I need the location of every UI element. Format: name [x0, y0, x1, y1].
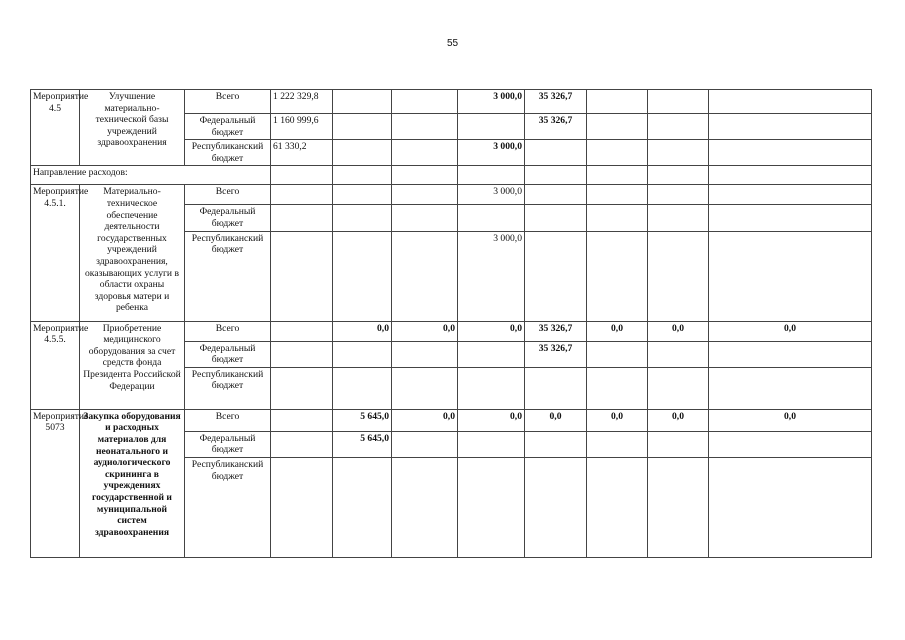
value-cell: 35 326,7 — [525, 321, 587, 341]
funding-source: Всего — [185, 321, 271, 341]
funding-source: Республиканский бюджет — [185, 231, 271, 321]
value-cell — [587, 367, 648, 409]
value-cell — [333, 205, 392, 231]
value-cell — [271, 341, 333, 367]
value-cell — [648, 341, 709, 367]
value-cell — [709, 90, 872, 114]
measure-name: Приобретение медицинского оборудования за счет средств фонда Президента Российской Федерации — [80, 321, 185, 409]
value-cell — [525, 457, 587, 557]
value-cell — [525, 185, 587, 205]
value-cell — [392, 341, 458, 367]
measure-name: Материально-техническое обеспечение деятельности государственных учреждений здравоохранения, оказывающих услуги в области охраны здоровья матери и ребенка — [80, 185, 185, 321]
value-cell — [709, 341, 872, 367]
value-cell — [333, 367, 392, 409]
value-cell — [648, 205, 709, 231]
budget-table — [30, 89, 872, 558]
value-cell — [587, 341, 648, 367]
value-cell — [648, 140, 709, 166]
value-cell: 0,0 — [392, 321, 458, 341]
value-cell — [587, 231, 648, 321]
value-cell — [271, 409, 333, 431]
value-cell: 0,0 — [709, 409, 872, 431]
value-cell — [392, 431, 458, 457]
value-cell — [648, 431, 709, 457]
value-cell — [587, 205, 648, 231]
value-cell — [333, 341, 392, 367]
value-cell: 3 000,0 — [458, 140, 525, 166]
table-row — [31, 185, 872, 205]
funding-source: Республиканский бюджет — [185, 367, 271, 409]
section-row — [31, 166, 872, 185]
value-cell — [392, 114, 458, 140]
value-cell — [525, 205, 587, 231]
value-cell — [525, 431, 587, 457]
value-cell: 0,0 — [392, 409, 458, 431]
value-cell: 0,0 — [333, 321, 392, 341]
value-cell: 0,0 — [458, 409, 525, 431]
value-cell — [333, 90, 392, 114]
value-cell — [709, 431, 872, 457]
value-cell — [458, 114, 525, 140]
funding-source: Республиканский бюджет — [185, 457, 271, 557]
value-cell — [333, 457, 392, 557]
value-cell — [648, 367, 709, 409]
value-cell — [392, 367, 458, 409]
funding-source: Федеральный бюджет — [185, 431, 271, 457]
value-cell — [587, 457, 648, 557]
measure-label: Мероприятие 4.5.5. — [31, 321, 80, 409]
value-cell — [709, 367, 872, 409]
value-cell — [392, 205, 458, 231]
value-cell — [333, 114, 392, 140]
funding-source: Федеральный бюджет — [185, 114, 271, 140]
value-cell — [648, 231, 709, 321]
value-cell — [333, 185, 392, 205]
section-label: Направление расходов: — [31, 166, 271, 185]
value-cell — [458, 341, 525, 367]
value-cell: 0,0 — [525, 409, 587, 431]
value-cell — [587, 140, 648, 166]
value-cell — [271, 457, 333, 557]
value-cell: 0,0 — [648, 409, 709, 431]
measure-label: Мероприятие 4.5 — [31, 90, 80, 166]
measure-label: Мероприятие 5073 — [31, 409, 80, 557]
table-row — [31, 321, 872, 341]
measure-name: Улучшение материально-технической базы учреждений здравоохранения — [80, 90, 185, 166]
value-cell — [587, 431, 648, 457]
value-cell — [648, 457, 709, 557]
value-cell: 0,0 — [587, 321, 648, 341]
value-cell: 35 326,7 — [525, 90, 587, 114]
value-cell — [458, 367, 525, 409]
value-cell — [392, 185, 458, 205]
value-cell: 35 326,7 — [525, 114, 587, 140]
funding-source: Всего — [185, 90, 271, 114]
value-cell — [392, 90, 458, 114]
page-number: 55 — [446, 38, 459, 49]
value-cell — [648, 114, 709, 140]
table-row — [31, 90, 872, 114]
funding-source: Федеральный бюджет — [185, 341, 271, 367]
value-cell: 3 000,0 — [458, 231, 525, 321]
value-cell — [458, 431, 525, 457]
value-cell — [709, 205, 872, 231]
value-cell: 1 160 999,6 — [271, 114, 333, 140]
value-cell — [648, 185, 709, 205]
value-cell — [458, 205, 525, 231]
value-cell — [587, 185, 648, 205]
value-cell — [525, 231, 587, 321]
value-cell: 5 645,0 — [333, 431, 392, 457]
value-cell — [333, 231, 392, 321]
value-cell — [271, 231, 333, 321]
value-cell — [587, 90, 648, 114]
value-cell — [392, 140, 458, 166]
value-cell — [709, 457, 872, 557]
value-cell: 0,0 — [648, 321, 709, 341]
value-cell — [648, 90, 709, 114]
funding-source: Всего — [185, 185, 271, 205]
value-cell — [709, 231, 872, 321]
value-cell: 3 000,0 — [458, 185, 525, 205]
value-cell — [587, 114, 648, 140]
value-cell — [271, 205, 333, 231]
table-row — [31, 409, 872, 431]
measure-label: Мероприятие 4.5.1. — [31, 185, 80, 321]
value-cell — [709, 114, 872, 140]
value-cell — [271, 321, 333, 341]
value-cell — [458, 457, 525, 557]
value-cell: 0,0 — [587, 409, 648, 431]
value-cell — [709, 185, 872, 205]
value-cell — [392, 457, 458, 557]
value-cell: 0,0 — [709, 321, 872, 341]
value-cell: 5 645,0 — [333, 409, 392, 431]
value-cell — [525, 140, 587, 166]
value-cell — [271, 431, 333, 457]
value-cell — [333, 140, 392, 166]
funding-source: Федеральный бюджет — [185, 205, 271, 231]
value-cell: 3 000,0 — [458, 90, 525, 114]
value-cell — [271, 367, 333, 409]
value-cell: 1 222 329,8 — [271, 90, 333, 114]
value-cell — [392, 231, 458, 321]
value-cell — [525, 367, 587, 409]
value-cell — [271, 185, 333, 205]
value-cell: 35 326,7 — [525, 341, 587, 367]
value-cell — [709, 140, 872, 166]
value-cell: 61 330,2 — [271, 140, 333, 166]
value-cell: 0,0 — [458, 321, 525, 341]
funding-source: Всего — [185, 409, 271, 431]
funding-source: Республиканский бюджет — [185, 140, 271, 166]
measure-name: Закупка оборудования и расходных материалов для неонатального и аудиологического скрининга в учреждениях государственной и муниципальной систем здравоохранения — [80, 409, 185, 557]
